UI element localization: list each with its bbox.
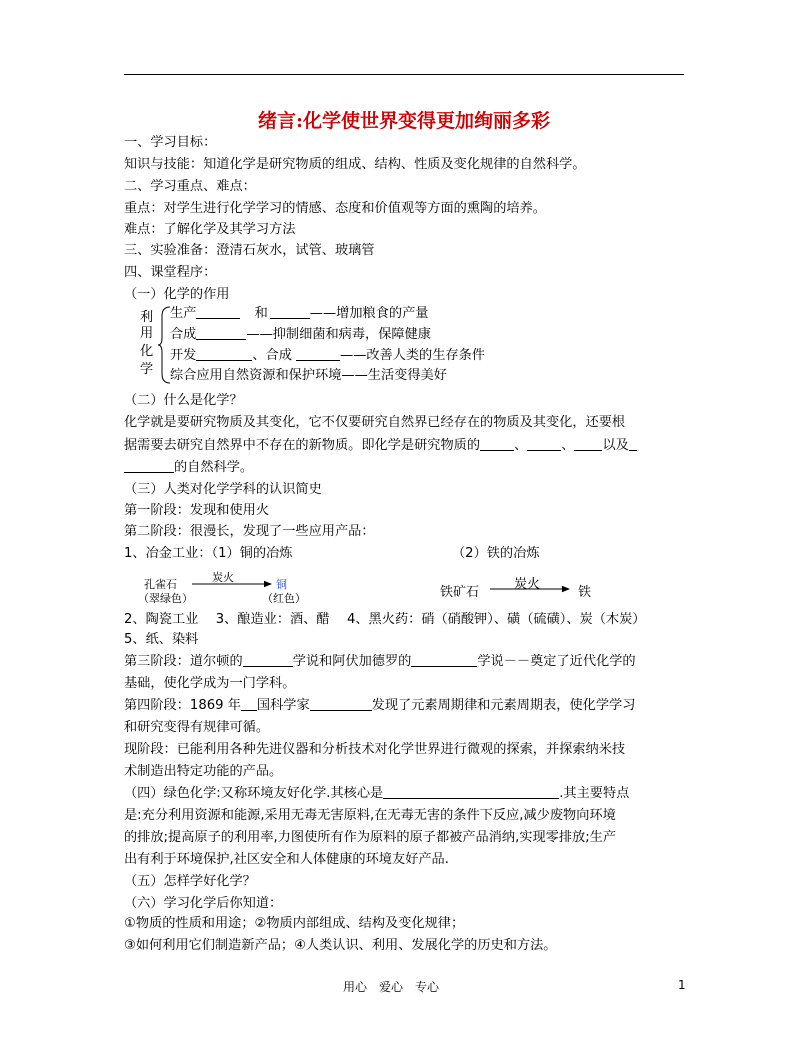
diagram-row-comprehensive: 综合应用自然资源和保护环境——生活变得美好 [170,368,447,383]
iron-product: 铁 [578,585,592,600]
text-definition-3: 的自然科学。 [124,458,253,478]
text-stage-4-cont: 和研究变得有规律可循。 [124,720,270,735]
heading-how-to-learn: （五）怎样学好化学？ [124,874,256,889]
diagram-row-production: 生产 和 ——增加粮食的产量 [170,306,429,321]
heading-key-points: 二、学习重点、难点： [124,179,256,194]
chemistry-uses-diagram [140,304,540,386]
text-stage-3-cont: 基础，使化学成为一门学科。 [124,676,296,691]
iron-condition: 炭火 [514,577,541,592]
text-stage-4: 第四阶段：1869 年 国科学家 发现了元素周期律和元素周期表，使化学学习 [124,698,636,713]
heading-role-of-chemistry: （一）化学的作用 [124,287,230,302]
text-after-learning-1: ①物质的性质和用途；②物质内部组成、结构及变化规律； [124,916,465,931]
copper-reactant-note: （翠绿色） [138,592,193,605]
heading-objectives: 一、学习目标： [124,135,217,150]
text-metallurgy-copper: 1、冶金工业：（1）铜的冶炼 [124,546,293,561]
text-green-chemistry-2: 的排放;提高原子的利用率,力图使所有作为原料的原子都被产品消纳,实现零排放;生产 [124,830,617,845]
text-key-point: 重点：对学生进行化学学习的情感、态度和价值观等方面的熏陶的培养。 [124,201,546,216]
diagram-row-development: 开发 、合成 ——改善人类的生存条件 [170,348,485,363]
arrow-icon [490,585,570,593]
heading-history: （三）人类对化学学科的认识简史 [124,482,322,497]
text-metallurgy-iron: （2）铁的冶炼 [452,546,540,561]
text-knowledge-skills: 知识与技能：知道化学是研究物质的组成、结构、性质及变化规律的自然科学。 [124,157,586,172]
page-number: 1 [678,978,686,992]
text-current-stage-cont: 术制造出特定功能的产品。 [124,764,283,779]
text-green-chemistry-1: 是:充分利用资源和能源,采用无毒无害原料,在无毒无害的条件下反应,减少废物向环境 [124,808,616,823]
text-definition-2: 据需要去研究自然界中不存在的新物质。即化学是研究物质的 、 、 以及 [124,436,637,456]
text-green-chemistry-3: 出有利于环境保护,社区安全和人体健康的环境友好产品. [124,852,449,867]
diagram-row-synthesis: 合成 ——抑制细菌和病毒，保障健康 [170,327,431,342]
iron-reaction [440,574,600,602]
text-experiment-prep: 三、实验准备：澄清石灰水，试管、玻璃管 [124,243,375,258]
text-industries: 2、陶瓷工业 3、酿造业：酒、醋 4、黑火药：硝（硝酸钾）、磺（硫磺）、炭（木炭） [124,612,646,627]
side-char: 化 [140,344,154,359]
heading-what-is-chemistry: （二）什么是化学？ [124,393,243,408]
copper-reaction [138,568,314,608]
side-char: 学 [140,362,154,377]
heading-procedure: 四、课堂程序： [124,265,217,280]
text-paper-dyes: 5、纸、染料 [124,632,199,647]
heading-green-chemistry: （四）绿色化学:又称环境友好化学.其核心是 .其主要特点 [124,786,630,801]
text-difficulty: 难点：了解化学及其学习方法 [124,222,296,237]
page-title: 绪言:化学使世界变得更加绚丽多彩 [257,110,550,132]
iron-reactant: 铁矿石 [440,585,480,600]
text-definition-1: 化学就是要研究物质及其变化，它不仅要研究自然界已经存在的物质及其变化，还要根 [124,415,626,430]
heading-after-learning: （六）学习化学后你知道： [124,896,283,911]
copper-reactant: 孔雀石 [144,578,177,591]
header-rule [124,74,684,75]
text-stage-2: 第二阶段：很漫长，发现了一些应用产品： [124,524,375,539]
text-stage-1: 第一阶段：发现和使用火 [124,503,270,518]
side-char: 用 [140,326,154,341]
text-current-stage: 现阶段：已能利用各种先进仪器和分析技术对化学世界进行微观的探索，并探索纳米技 [124,742,626,757]
copper-condition: 炭火 [212,571,234,584]
side-char: 利 [140,310,154,325]
text-after-learning-2: ③如何利用它们制造新产品；④人类认识、利用、发展化学的历史和方法。 [124,938,557,953]
copper-product-note: （红色） [262,592,306,605]
text-stage-3: 第三阶段：道尔顿的 学说和阿伏加德罗的 学说－－奠定了近代化学的 [124,654,636,669]
copper-product: 铜 [276,578,287,591]
arrow-icon [192,580,272,588]
footer-motto: 用心 爱心 专心 [343,980,440,994]
